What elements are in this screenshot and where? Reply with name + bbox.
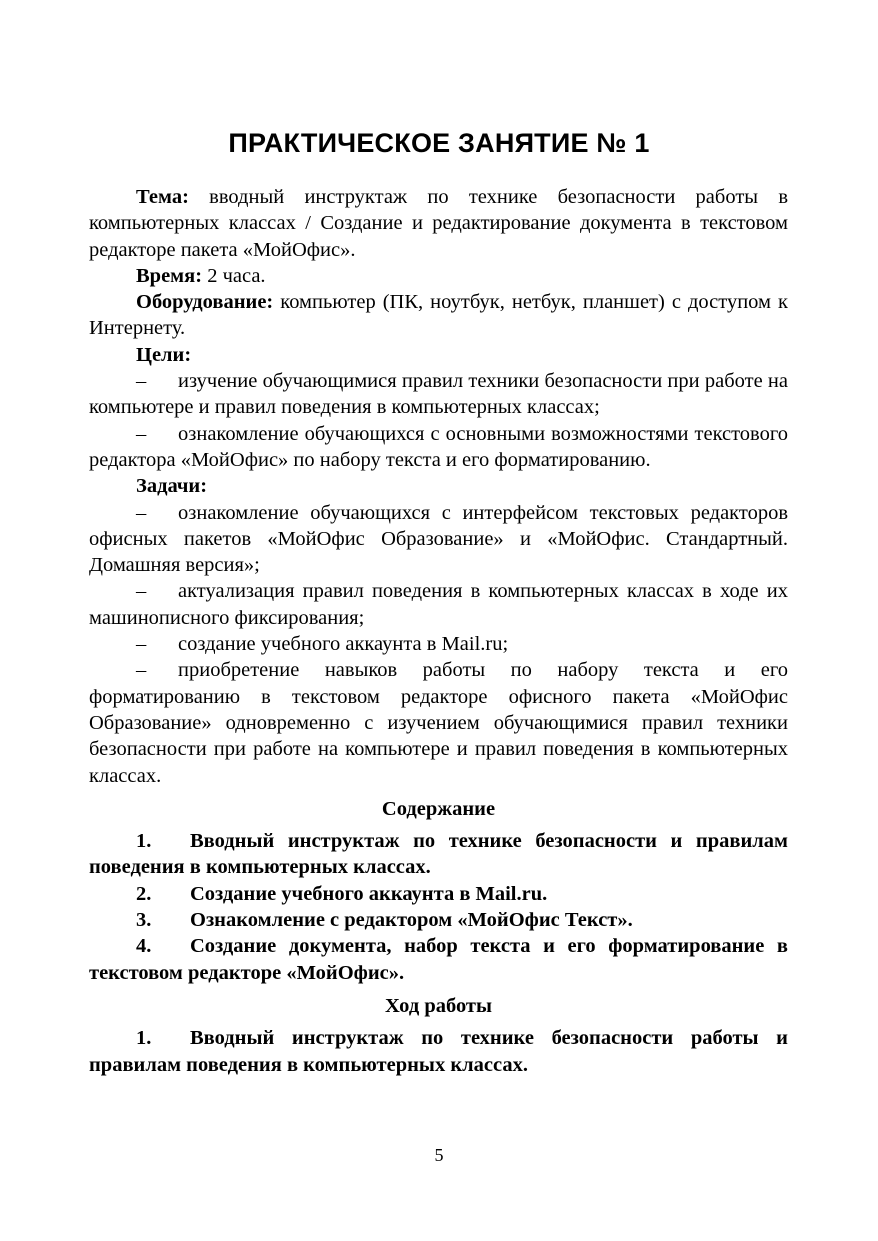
time-label: Время: — [136, 264, 203, 287]
item-number: 4. — [136, 935, 152, 958]
theme-label: Тема: — [136, 186, 189, 208]
task-text: создание учебного аккаунта в Mail.ru; — [178, 633, 509, 656]
list-item — [89, 657, 788, 788]
contents-item — [89, 933, 788, 986]
list-item — [89, 578, 788, 631]
item-text: Ознакомление с редактором «МойОфис Текст». — [190, 909, 633, 932]
equipment-text: компьютер (ПК, ноутбук, нетбук, планшет) с доступом к Интернету. — [89, 291, 788, 340]
document-body — [89, 184, 788, 1078]
time-paragraph — [89, 263, 788, 289]
task-text: актуализация правил поведения в компьютерных классах в ходе их машинописного фиксирования; — [89, 580, 788, 629]
item-number: 1. — [136, 830, 152, 853]
contents-item — [89, 881, 788, 907]
list-item — [89, 368, 788, 421]
dash-bullet: – — [136, 501, 147, 524]
contents-heading: Содержание — [381, 797, 496, 820]
page-number: 5 — [434, 1145, 444, 1165]
time-text: 2 часа. — [202, 264, 266, 287]
item-text: Вводный инструктаж по технике безопасности и правилам поведения в компьютерных классах. — [89, 830, 788, 879]
equipment-paragraph — [89, 289, 788, 342]
equipment-label: Оборудование: — [136, 291, 274, 314]
list-item — [89, 421, 788, 474]
theme-text: вводный инструктаж по технике безопасности работы в компьютерных классах / Создание и редактирование документа в текстовом редакторе пакета «МойОфис». — [89, 186, 788, 261]
dash-bullet: – — [136, 580, 147, 603]
goal-text: ознакомление обучающихся с основными возможностями текстового редактора «МойОфис» по набору текста и его форматированию. — [89, 422, 788, 471]
item-number: 3. — [136, 909, 152, 932]
task-text: ознакомление обучающихся с интерфейсом текстовых редакторов офисных пакетов «МойОфис Образование» и «МойОфис. Стандартный. Домашняя версия»; — [89, 501, 788, 577]
procedure-item — [89, 1025, 788, 1078]
procedure-heading: Ход работы — [384, 994, 492, 1017]
item-number: 2. — [136, 882, 152, 905]
item-text: Создание учебного аккаунта в Mail.ru. — [190, 882, 548, 905]
dash-bullet: – — [136, 370, 147, 393]
item-text: Создание документа, набор текста и его форматирование в текстовом редакторе «МойОфис». — [89, 935, 788, 984]
contents-item — [89, 907, 788, 933]
item-number: 1. — [136, 1027, 152, 1050]
item-text: Вводный инструктаж по технике безопасности работы и правилам поведения в компьютерных классах. — [89, 1027, 788, 1076]
goals-label: Цели: — [136, 343, 192, 366]
dash-bullet: – — [136, 633, 147, 656]
task-text: приобретение навыков работы по набору текста и его форматированию в текстовом редакторе офисного пакета «МойОфис Образование» одновременно с изучением обучающимися правил техники безопасности при работе на компьютере и правил поведения в компьютерных классах. — [89, 659, 788, 787]
list-item — [89, 500, 788, 579]
dash-bullet: – — [136, 422, 147, 445]
goal-text: изучение обучающимися правил техники безопасности при работе на компьютере и правил поведения в компьютерных классах; — [89, 370, 788, 419]
theme-paragraph — [89, 184, 788, 263]
list-item — [89, 631, 788, 657]
dash-bullet: – — [136, 659, 147, 682]
page-title: ПРАКТИЧЕСКОЕ ЗАНЯТИЕ № 1 — [228, 128, 650, 158]
tasks-label: Задачи: — [136, 475, 208, 498]
contents-item — [89, 828, 788, 881]
